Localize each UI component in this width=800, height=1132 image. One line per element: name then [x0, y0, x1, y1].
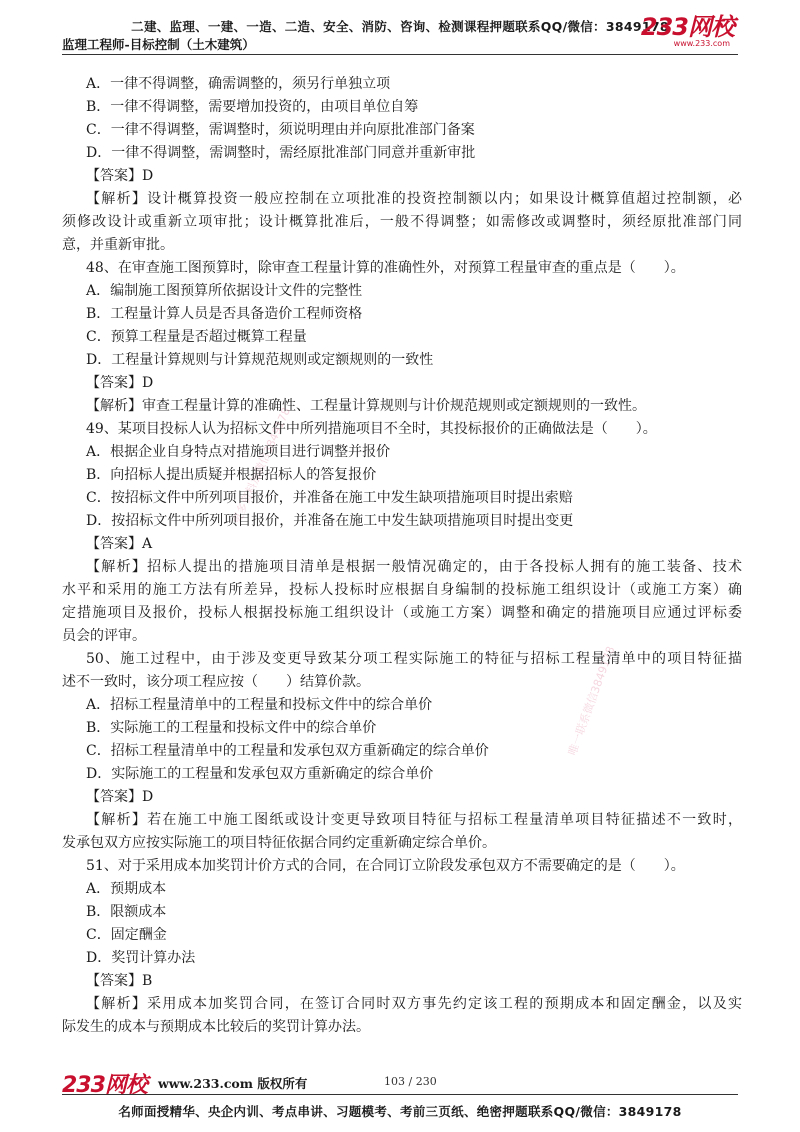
- option-line: A．编制施工图预算所依据设计文件的完整性: [86, 283, 363, 299]
- answer-line: 【答案】D: [86, 789, 154, 805]
- brand-logo-text: 233网校: [640, 13, 734, 41]
- brand-logo: [641, 15, 734, 48]
- watermark: 唯一联系微信3849178: [565, 644, 618, 758]
- option-line: A．招标工程量清单中的工程量和投标文件中的综合单价: [86, 697, 433, 713]
- option-line: B．实际施工的工程量和投标文件中的综合单价: [86, 720, 377, 736]
- explanation-line: 【解析】设计概算投资一般应控制在立项批准的投资控制额以内；如果设计概算值超过控制额，必: [86, 191, 742, 207]
- answer-line: 【答案】B: [86, 973, 153, 989]
- question-51: 51、对于采用成本加奖罚计价方式的合同，在合同订立阶段发承包双方不需要确定的是（ ）。: [86, 858, 685, 874]
- brand-logo-url: www.233.com: [673, 39, 730, 48]
- explanation-line: 定措施项目及报价，投标人根据投标施工组织设计（或施工方案）调整和确定的措施项目应通过评标委: [62, 605, 742, 621]
- explanation-line: 员会的评审。: [62, 628, 146, 644]
- option-line: B．限额成本: [86, 904, 167, 920]
- option-line: D．实际施工的工程量和发承包双方重新确定的综合单价: [86, 766, 434, 782]
- option-line: C．招标工程量清单中的工程量和发承包双方重新确定的综合单价: [86, 743, 489, 759]
- option-line: A．根据企业自身特点对措施项目进行调整并报价: [86, 444, 391, 460]
- option-line: D．一律不得调整，需调整时，需经原批准部门同意并重新审批: [86, 145, 476, 161]
- option-line: C．按招标文件中所列项目报价，并准备在施工中发生缺项措施项目时提出索赔: [86, 490, 573, 506]
- page-number: 103 / 230: [384, 1075, 437, 1088]
- question-49: 49、某项目投标人认为招标文件中所列措施项目不全时，其投标报价的正确做法是（ ）。: [86, 421, 657, 437]
- footer-divider: [62, 1094, 738, 1095]
- answer-line: 【答案】D: [86, 375, 154, 391]
- option-line: D．按招标文件中所列项目报价，并准备在施工中发生缺项措施项目时提出变更: [86, 513, 574, 529]
- option-line: C．固定酬金: [86, 927, 167, 943]
- option-line: D．工程量计算规则与计算规范规则或定额规则的一致性: [86, 352, 434, 368]
- option-line: B．一律不得调整，需要增加投资的，由项目单位自筹: [86, 99, 419, 115]
- explanation-line: 发承包双方应按实际施工的项目特征依据合同约定重新确定综合单价。: [62, 835, 496, 851]
- option-line: C．一律不得调整，需调整时，须说明理由并向原批准部门备案: [86, 122, 475, 138]
- option-line: B．向招标人提出质疑并根据招标人的答复报价: [86, 467, 377, 483]
- option-line: A．预期成本: [86, 881, 167, 897]
- header-top-line: 二建、监理、一建、一造、二造、安全、消防、咨询、检测课程押题联系QQ/微信：3849178: [131, 19, 669, 34]
- explanation-line: 【解析】审查工程量计算的准确性、工程量计算规则与计价规范规则或定额规则的一致性。: [86, 398, 646, 414]
- footer-copyright: www.233.com 版权所有: [158, 1076, 308, 1091]
- footer-logo: 233网校: [62, 1073, 147, 1098]
- explanation-line: 【解析】若在施工中施工图纸或设计变更导致项目特征与招标工程量清单项目特征描述不一致时，: [86, 812, 742, 828]
- answer-line: 【答案】D: [86, 168, 154, 184]
- answer-line: 【答案】A: [86, 536, 153, 552]
- explanation-line: 须修改设计或重新立项审批；设计概算批准后，一般不得调整；如需修改或调整时，须经原批准部门同: [62, 214, 742, 230]
- explanation-line: 【解析】采用成本加奖罚合同，在签订合同时双方事先约定该工程的预期成本和固定酬金，以及实: [86, 996, 742, 1012]
- question-50-cont: 述不一致时，该分项工程应按（ ）结算价款。: [62, 674, 370, 690]
- option-line: A．一律不得调整，确需调整的，须另行单独立项: [86, 76, 391, 92]
- option-line: B．工程量计算人员是否具备造价工程师资格: [86, 306, 363, 322]
- question-48: 48、在审查施工图预算时，除审查工程量计算的准确性外，对预算工程量审查的重点是（ ）。: [86, 260, 685, 276]
- explanation-line: 水平和采用的施工方法有所差异，投标人投标时应根据自身编制的投标施工组织设计（或施工方案）确: [62, 582, 742, 598]
- option-line: D．奖罚计算办法: [86, 950, 196, 966]
- question-50: 50、施工过程中，由于涉及变更导致某分项工程实际施工的特征与招标工程量清单中的项目特征描: [86, 651, 742, 667]
- explanation-line: 意，并重新审批。: [62, 237, 174, 253]
- header-divider: [62, 54, 738, 55]
- explanation-line: 【解析】招标人提出的措施项目清单是根据一般情况确定的，由于各投标人拥有的施工装备、技术: [86, 559, 742, 575]
- explanation-line: 际发生的成本与预期成本比较后的奖罚计算办法。: [62, 1019, 370, 1035]
- watermark: 更多资料加微信3849178: [229, 405, 293, 527]
- option-line: C．预算工程量是否超过概算工程量: [86, 329, 307, 345]
- header-subtitle: 监理工程师-目标控制（土木建筑）: [62, 37, 255, 52]
- footer-bottom-line: 名师面授精华、央企内训、考点串讲、习题模考、考前三页纸、绝密押题联系QQ/微信：3849178: [118, 1104, 682, 1119]
